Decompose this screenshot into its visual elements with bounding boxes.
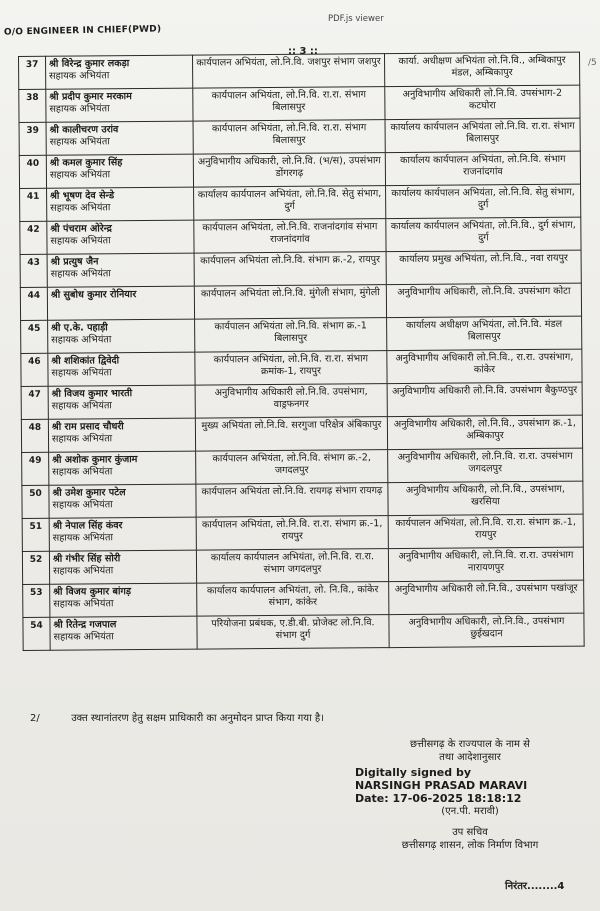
- table-row: [19, 151, 580, 188]
- table-row: [19, 85, 580, 122]
- viewer-title: PDF.js viewer: [328, 14, 384, 24]
- row-number: 52: [22, 551, 49, 584]
- governor-line: छत्तीसगढ़ के राज्यपाल के नाम से: [410, 739, 530, 750]
- row-number: 53: [23, 584, 50, 617]
- officer-designation: सहायक अभियंता: [53, 565, 114, 577]
- new-posting: अनुविभागीय अधिकारी, लो.नि.वि. उपसंभाग कोटा: [386, 283, 581, 318]
- officer-cell: [47, 220, 194, 254]
- officer-designation: सहायक अभियंता: [51, 400, 112, 412]
- officer-designation: सहायक अभियंता: [53, 598, 114, 610]
- new-posting: अनुविभागीय अधिकारी, लो.नि.वि. रा.रा. उपसंभाग नारायणपुर: [388, 547, 583, 582]
- approval-paragraph: [30, 710, 324, 724]
- signer-post: उप सचिव: [452, 827, 488, 838]
- officer-designation: सहायक अभियंता: [51, 334, 112, 346]
- department: छत्तीसगढ़ शासन, लोक निर्माण विभाग: [401, 840, 539, 851]
- officer-name: श्री विरेन्द्र कुमार लकड़ा: [49, 58, 130, 70]
- paragraph-number: 2/: [30, 713, 40, 724]
- current-posting: कार्यपालन अभियंता, लो.नि.वि. रा.रा. संभाग बिलासपुर: [193, 120, 385, 155]
- officer-name: श्री गंभीर सिंह सोरी: [52, 553, 121, 565]
- new-posting: अनुविभागीय अधिकारी लो.नि.वि. उपसंभाग-2 कटघोरा: [385, 85, 580, 120]
- current-posting: परियोजना प्रबंधक, ए.डी.बी. प्रोजेक्ट लो.नि.वि. संभाग दुर्ग: [197, 615, 389, 650]
- officer-name: श्री राम प्रसाद चौधरी: [51, 421, 124, 433]
- ds-line2: NARSINGH PRASAD MARAVI: [355, 779, 528, 792]
- table-row: [20, 217, 581, 254]
- row-number: 51: [22, 518, 49, 551]
- continued-marker: निरंतर........4: [505, 881, 565, 892]
- row-number: 37: [19, 56, 46, 89]
- officer-cell: [49, 484, 196, 518]
- officer-name: श्री सुबोध कुमार रोनियार: [50, 289, 137, 301]
- digital-signature: [355, 766, 585, 805]
- new-posting: कार्यालय कार्यपालन अभियंता, लो.नि.वि., दुर्ग संभाग, दुर्ग: [386, 217, 581, 252]
- officer-name: श्री ए.के. पहाड़ी: [51, 322, 108, 334]
- order-line: तथा आदेशानुसार: [439, 752, 501, 763]
- officer-cell: [49, 517, 196, 551]
- officer-name: श्री रितेन्द्र गजपाल: [53, 619, 117, 631]
- new-posting: कार्यालय अधीक्षण अभियंता, लो.नि.वि. मंडल बिलासपुर: [387, 316, 582, 351]
- row-number: 45: [21, 320, 48, 353]
- officer-designation: सहायक अभियंता: [52, 532, 113, 544]
- new-posting: कार्यालय कार्यपालन अभियंता, लो.नि.वि. संभाग राजनांदगांव: [385, 151, 580, 186]
- ds-line1: Digitally signed by: [355, 766, 471, 779]
- new-posting: कार्यपालन अभियंता, लो.नि.वि. रा.रा. संभाग क्र.-1, रायपुर: [388, 514, 583, 549]
- table-row: [20, 250, 581, 287]
- new-posting: कार्यालय प्रमुख अभियंता, लो.नि.वि., नवा रायपुर: [386, 250, 581, 285]
- current-posting: कार्यपालन अभियंता, लो.नि.वि. राजनांदगांव संभाग राजनांदगांव: [194, 219, 386, 254]
- new-posting: अनुविभागीय अधिकारी, लो.नि.वि., उपसंभाग, खरसिया: [388, 481, 583, 516]
- table-row: [23, 580, 584, 617]
- officer-name: श्री शशिकांत द्विवेदी: [51, 355, 120, 367]
- table-row: [22, 481, 583, 518]
- officer-cell: [46, 154, 193, 188]
- transfer-table-wrap: [18, 52, 585, 651]
- row-number: 50: [22, 485, 49, 518]
- officer-cell: [47, 187, 194, 221]
- row-number: 44: [20, 287, 47, 320]
- table-row: [22, 514, 583, 551]
- officer-cell: [50, 616, 197, 650]
- officer-name: श्री प्रदीप कुमार मरकाम: [49, 91, 132, 103]
- current-posting: अनुविभागीय अधिकारी, लो.नि.वि. (भ/स), उपसंभाग डोंगरगढ़: [193, 153, 385, 188]
- officer-cell: [46, 55, 193, 89]
- ds-line3: Date: 17-06-2025 18:18:12: [355, 792, 522, 805]
- officer-designation: सहायक अभियंता: [50, 202, 111, 214]
- officer-cell: [46, 121, 193, 155]
- table-row: [19, 118, 580, 155]
- table-row: [19, 52, 580, 89]
- table-row: [21, 316, 582, 353]
- edge-mark: /5: [588, 58, 597, 68]
- officer-designation: सहायक अभियंता: [49, 136, 110, 148]
- current-posting: कार्यपालन अभियंता लो.नि.वि. रायगढ़ संभाग रायगढ़: [196, 483, 388, 518]
- table-row: [21, 382, 582, 419]
- row-number: 49: [22, 452, 49, 485]
- officer-cell: [49, 451, 196, 485]
- officer-name: श्री कमल कुमार सिंह: [49, 157, 123, 169]
- officer-cell: [48, 385, 195, 419]
- officer-cell: [50, 583, 197, 617]
- row-number: 41: [20, 188, 47, 221]
- officer-cell: [49, 550, 196, 584]
- officer-cell: [48, 418, 195, 452]
- signer-name: (एन.पी. मरावी): [441, 806, 499, 817]
- officer-name: श्री कालीचरण उरांव: [49, 124, 119, 136]
- officer-cell: [46, 88, 193, 122]
- office-header: O/O ENGINEER IN CHIEF(PWD): [3, 24, 162, 38]
- officer-name: श्री विजय कुमार बांगड़: [53, 586, 132, 598]
- table-row: [21, 349, 582, 386]
- row-number: 43: [20, 254, 47, 287]
- officer-name: श्री विजय कुमार भारती: [51, 388, 133, 400]
- current-posting: कार्यालय कार्यपालन अभियंता, लो. नि.वि., कांकेर संभाग, कांकेर: [197, 582, 389, 617]
- table-row: [22, 448, 583, 485]
- table-row: [23, 613, 584, 650]
- current-posting: कार्यपालन अभियंता लो.नि.वि. संभाग क्र.-2, रायपुर: [194, 252, 386, 287]
- officer-designation: सहायक अभियंता: [52, 466, 113, 478]
- row-number: 47: [21, 386, 48, 419]
- new-posting: कार्या. अधीक्षण अभियंता लो.नि.वि., अम्बिकापुर मंडल, अम्बिकापुर: [384, 52, 579, 87]
- current-posting: कार्यालय कार्यपालन अभियंता, लो.नि.वि. रा.रा. संभाग जगदलपुर: [196, 549, 388, 584]
- officer-designation: सहायक अभियंता: [49, 103, 110, 115]
- officer-designation: सहायक अभियंता: [49, 70, 110, 82]
- new-posting: अनुविभागीय अधिकारी, लो.नि.वि., उपसंभाग क्र.-1, अम्बिकापुर: [387, 415, 582, 450]
- row-number: 39: [19, 122, 46, 155]
- officer-cell: [47, 253, 194, 287]
- new-posting: कार्यालय कार्यपालन अभियंता, लो.नि.वि. सेतु संभाग, दुर्ग: [386, 184, 581, 219]
- current-posting: अनुविभागीय अधिकारी लो.नि.वि. उपसंभाग, वाड्रफनगर: [195, 384, 387, 419]
- officer-designation: सहायक अभियंता: [53, 631, 114, 643]
- officer-name: श्री उमेश कुमार पटेल: [52, 487, 126, 499]
- new-posting: कार्यालय कार्यपालन अभियंता लो.नि.वि. रा.रा. संभाग बिलासपुर: [385, 118, 580, 153]
- row-number: 48: [21, 419, 48, 452]
- current-posting: कार्यपालन अभियंता, लो.नि.वि. रा.रा. संभाग क्रमांक-1, रायपुर: [195, 351, 387, 386]
- page-marker: :: 3 ::: [288, 46, 318, 57]
- officer-designation: सहायक अभियंता: [52, 499, 113, 511]
- row-number: 38: [19, 89, 46, 122]
- current-posting: कार्यपालन अभियंता, लो.नि.वि. संभाग क्र.-2, जगदलपुर: [196, 450, 388, 485]
- officer-cell: [48, 319, 195, 353]
- current-posting: कार्यपालन अभियंता, लो.नि.वि. रा.रा. संभाग क्र.-1, रायपुर: [196, 516, 388, 551]
- table-row: [20, 283, 581, 320]
- current-posting: कार्यपालन अभियंता लो.नि.वि. संभाग क्र.-1 बिलासपुर: [195, 318, 387, 353]
- current-posting: कार्यालय कार्यपालन अभियंता, लो.नि.वि. सेतु संभाग, दुर्ग: [194, 186, 386, 221]
- officer-name: श्री प्रत्युष जैन: [50, 256, 99, 268]
- table-row: [21, 415, 582, 452]
- row-number: 40: [19, 155, 46, 188]
- paragraph-text: उक्त स्थानांतरण हेतु सक्षम प्राधिकारी का अनुमोदन प्राप्त किया गया है।: [71, 713, 324, 724]
- officer-designation: सहायक अभियंता: [51, 367, 112, 379]
- officer-name: श्री भूषण देव सेन्डे: [50, 190, 115, 202]
- officer-cell: [48, 352, 195, 386]
- current-posting: मुख्य अभियंता लो.नि.वि. सरगुजा परिक्षेत्र अंबिकापुर: [195, 417, 387, 452]
- new-posting: अनुविभागीय अधिकारी, लो.नि.वि. रा.रा. उपसंभाग जगदलपुर: [388, 448, 583, 483]
- officer-designation: सहायक अभियंता: [50, 235, 111, 247]
- current-posting: कार्यपालन अभियंता लो.नि.वि. मुंगेली संभाग, मुंगेली: [194, 285, 386, 320]
- new-posting: अनुविभागीय अधिकारी, लो.नि.वि., उपसंभाग छुईखदान: [389, 613, 584, 648]
- officer-name: श्री पंचराम ओरेन्द्र: [50, 223, 112, 235]
- row-number: 54: [23, 617, 50, 650]
- transfer-table: [18, 52, 585, 651]
- table-row: [20, 184, 581, 221]
- new-posting: अनुविभागीय अधिकारी लो.नि.वि. उपसंभाग बैकुण्ठपुर: [387, 382, 582, 417]
- officer-designation: सहायक अभियंता: [49, 169, 111, 181]
- officer-name: श्री नेपाल सिंह कंवर: [52, 520, 123, 532]
- current-posting: कार्यपालन अभियंता, लो.नि.वि. रा.रा. संभाग बिलासपुर: [193, 87, 385, 122]
- table-row: [22, 547, 583, 584]
- signature-block: [355, 738, 585, 852]
- row-number: 42: [20, 221, 47, 254]
- row-number: 46: [21, 353, 48, 386]
- new-posting: अनुविभागीय अधिकारी लो.नि.वि., उपसंभाग पखांजूर: [389, 580, 584, 615]
- new-posting: अनुविभागीय अधिकारी लो.नि.वि., रा.रा. उपसंभाग, कांकेर: [387, 349, 582, 384]
- officer-designation: सहायक अभियंता: [51, 433, 113, 445]
- officer-name: श्री अशोक कुमार कुंजाम: [52, 454, 138, 466]
- officer-cell: [47, 286, 194, 320]
- officer-designation: सहायक अभियंता: [50, 268, 111, 280]
- current-posting: कार्यपालन अभियंता, लो.नि.वि. जशपुर संभाग जशपुर: [192, 54, 384, 89]
